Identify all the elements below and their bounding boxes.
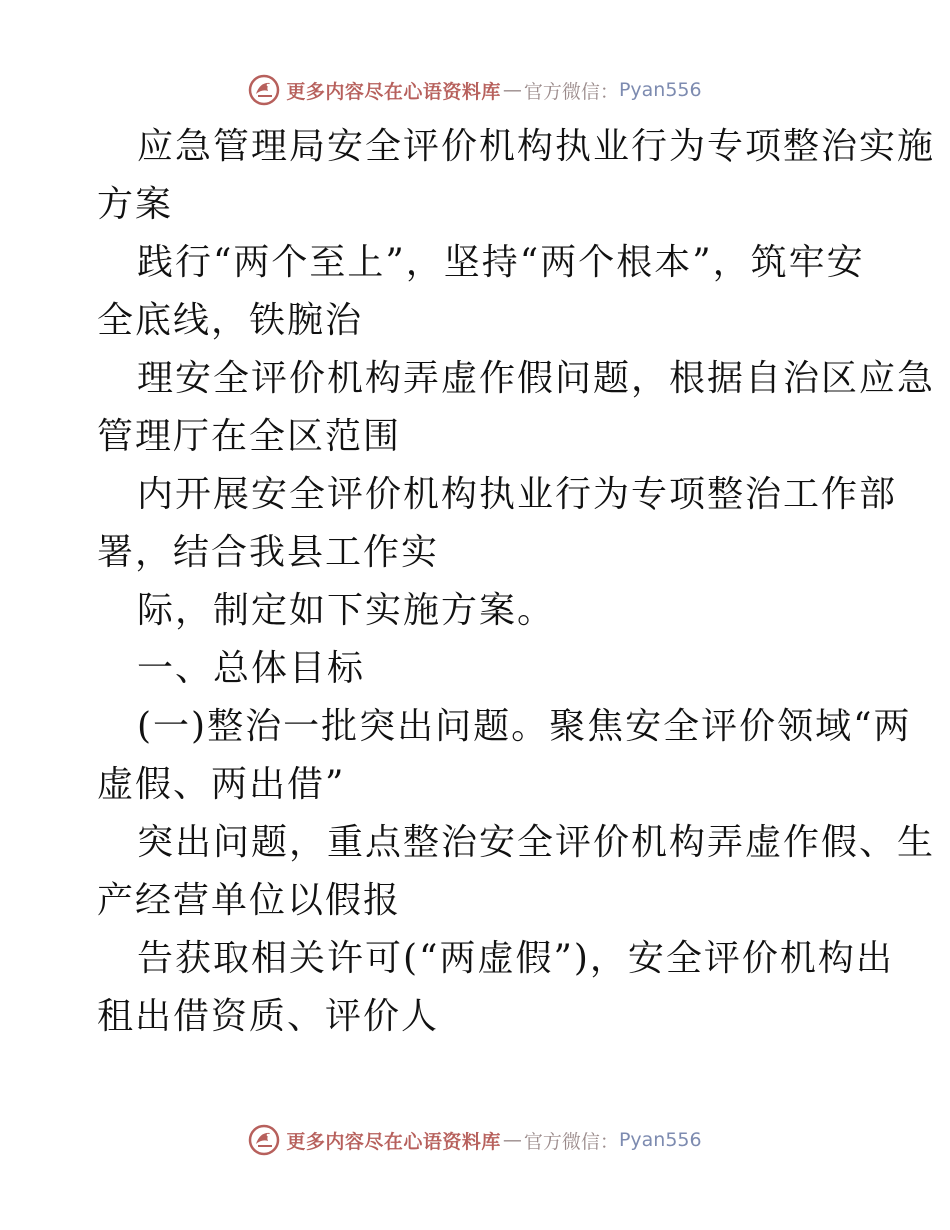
text-line: 产经营单位以假报 <box>97 880 402 921</box>
footer-contact-label: 官方微信： <box>523 1130 619 1153</box>
text-line: 际，制定如下实施方案。 <box>137 590 556 631</box>
text-line: 应急管理局安全评价机构执业行为专项整治实施 <box>137 126 936 167</box>
text-line: 管理厅在全区范围 <box>97 416 402 457</box>
footer-brand: 更多内容尽在心语资料库 <box>286 1130 501 1153</box>
text-line: (一)整治一批突出问题。聚焦安全评价领域“两 <box>137 706 912 747</box>
footer-banner <box>0 1120 950 1160</box>
bird-seal-icon <box>248 74 280 106</box>
header-dash: — <box>502 79 522 101</box>
text-line: 告获取相关许可(“两虚假”)，安全评价机构出 <box>137 938 894 979</box>
text-line: 一、总体目标 <box>137 648 366 689</box>
header-brand: 更多内容尽在心语资料库 <box>286 80 501 103</box>
text-line: 署，结合我县工作实 <box>97 532 440 573</box>
header-wechat-id: Pyan556 <box>618 79 702 101</box>
text-line: 方案 <box>97 184 174 225</box>
footer-wechat-id: Pyan556 <box>618 1129 702 1151</box>
text-line: 理安全评价机构弄虚作假问题，根据自治区应急 <box>137 358 936 399</box>
text-line: 租出借资质、评价人 <box>97 996 440 1037</box>
text-line: 内开展安全评价机构执业行为专项整治工作部 <box>137 474 898 515</box>
document-body <box>97 118 936 1046</box>
bird-seal-icon <box>248 1124 280 1156</box>
header-banner <box>0 70 950 110</box>
header-contact-label: 官方微信： <box>523 80 619 103</box>
text-line: 全底线，铁腕治 <box>97 300 364 341</box>
text-line: 虚假、两出借” <box>97 764 346 805</box>
text-line: 践行“两个至上”，坚持“两个根本”，筑牢安 <box>137 242 865 283</box>
text-line: 突出问题，重点整治安全评价机构弄虚作假、生 <box>137 822 936 863</box>
footer-dash: — <box>502 1129 522 1151</box>
